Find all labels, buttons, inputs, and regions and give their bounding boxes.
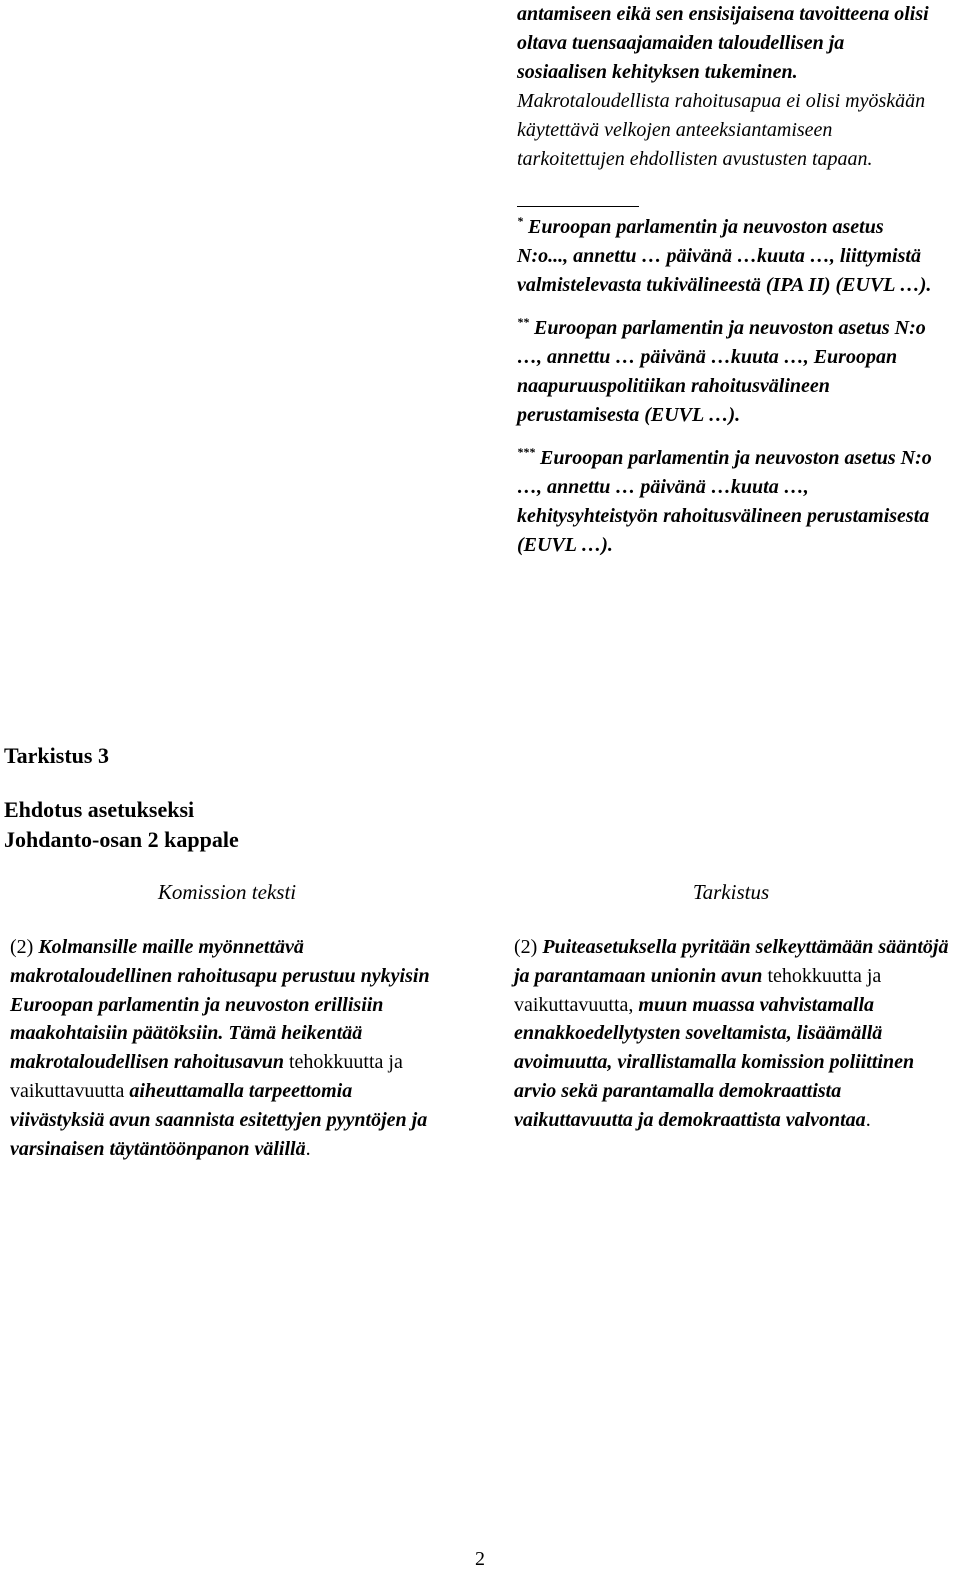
footnote-separator: [517, 206, 639, 207]
commission-text-seg-4: aiheuttamalla tarpeettomia viivästyksiä avun saannista esitettyjen pyyntöjen ja varsinaisen täytäntöönpanon välillä: [10, 1079, 428, 1160]
proposal-line-2: Johdanto-osan 2 kappale: [4, 827, 239, 852]
commission-text-body: [10, 933, 450, 1163]
page-number: 2: [475, 1548, 485, 1570]
footnote-1: [517, 213, 937, 300]
commission-text-seg-3: tehokkuutta ja vaikuttavuutta: [10, 1051, 403, 1102]
footnote-2: [517, 314, 937, 430]
proposal-heading: [4, 795, 239, 855]
amendment-seg-4: muun muassa vahvistamalla ennakkoedellytysten soveltamista, lisäämällä avoimuutta, virallistamalla komission poliittinen arvio sekä parantamalla demokraattista vaikuttavuutta ja demokraattista valvontaa: [514, 993, 915, 1131]
amendment-title: Tarkistus 3: [4, 743, 109, 768]
commission-text-seg-2: Kolmansille maille myönnettävä makrotaloudellinen rahoitusapu perustuu nykyisin Euroopan parlamentin ja neuvoston erillisiin maakohtaisiin päätöksiin. Tämä heikentää makrotaloudellisen rahoitusavun: [10, 936, 430, 1074]
amendment-seg-1: (2): [514, 936, 543, 958]
amendment-seg-2: Puiteasetuksella pyritään selkeyttämään sääntöjä ja parantamaan unionin avun: [514, 936, 949, 987]
commission-text-heading: Komission teksti: [157, 880, 297, 904]
continued-paragraph-bold: antamiseen eikä sen ensisijaisena tavoitteena olisi oltava tuensaajamaiden taloudellisen ja sosiaalisen kehityksen tukeminen.: [517, 3, 929, 83]
amendment-seg-5: .: [865, 1108, 871, 1131]
footnote-3-text: Euroopan parlamentin ja neuvoston asetus N:o …, annettu … päivänä …kuuta …, kehitysyhteistyön rahoitusvälineen perustamisesta (EUVL …).: [517, 447, 932, 556]
footnote-1-text-a: Euroopan parlamentin ja neuvoston asetus N:o: [517, 216, 884, 267]
continued-amendment-column: [517, 0, 937, 574]
footnote-2-text: Euroopan parlamentin ja neuvoston asetus N:o …, annettu … päivänä …kuuta …, Euroopan naapuruuspolitiikan rahoitusvälineen perustamisesta (EUVL …).: [517, 317, 926, 426]
commission-text-seg-1: (2): [10, 936, 39, 958]
footnote-1-text-b: ..., annettu … päivänä …kuuta …, liittymistä valmistelevasta tukivälineestä (IPA II) (EUVL …).: [517, 245, 932, 296]
footnote-3: [517, 444, 937, 560]
amendment-seg-3: tehokkuutta ja vaikuttavuutta,: [514, 964, 882, 1016]
continued-paragraph-italic: Makrotaloudellista rahoitusapua ei olisi myöskään käytettävä velkojen anteeksiantamiseen tarkoitettujen ehdollisten avustusten tapaan.: [517, 90, 926, 170]
footnote-1-marker: *: [517, 214, 523, 228]
continued-paragraph: [517, 0, 937, 174]
commission-text-seg-5: .: [305, 1137, 311, 1160]
proposal-line-1: Ehdotus asetukseksi: [4, 797, 195, 822]
footnote-3-marker: ***: [517, 445, 535, 459]
footnote-2-marker: **: [517, 315, 529, 329]
amendment-heading: Tarkistus: [692, 880, 770, 904]
amendment-body: [514, 933, 954, 1135]
